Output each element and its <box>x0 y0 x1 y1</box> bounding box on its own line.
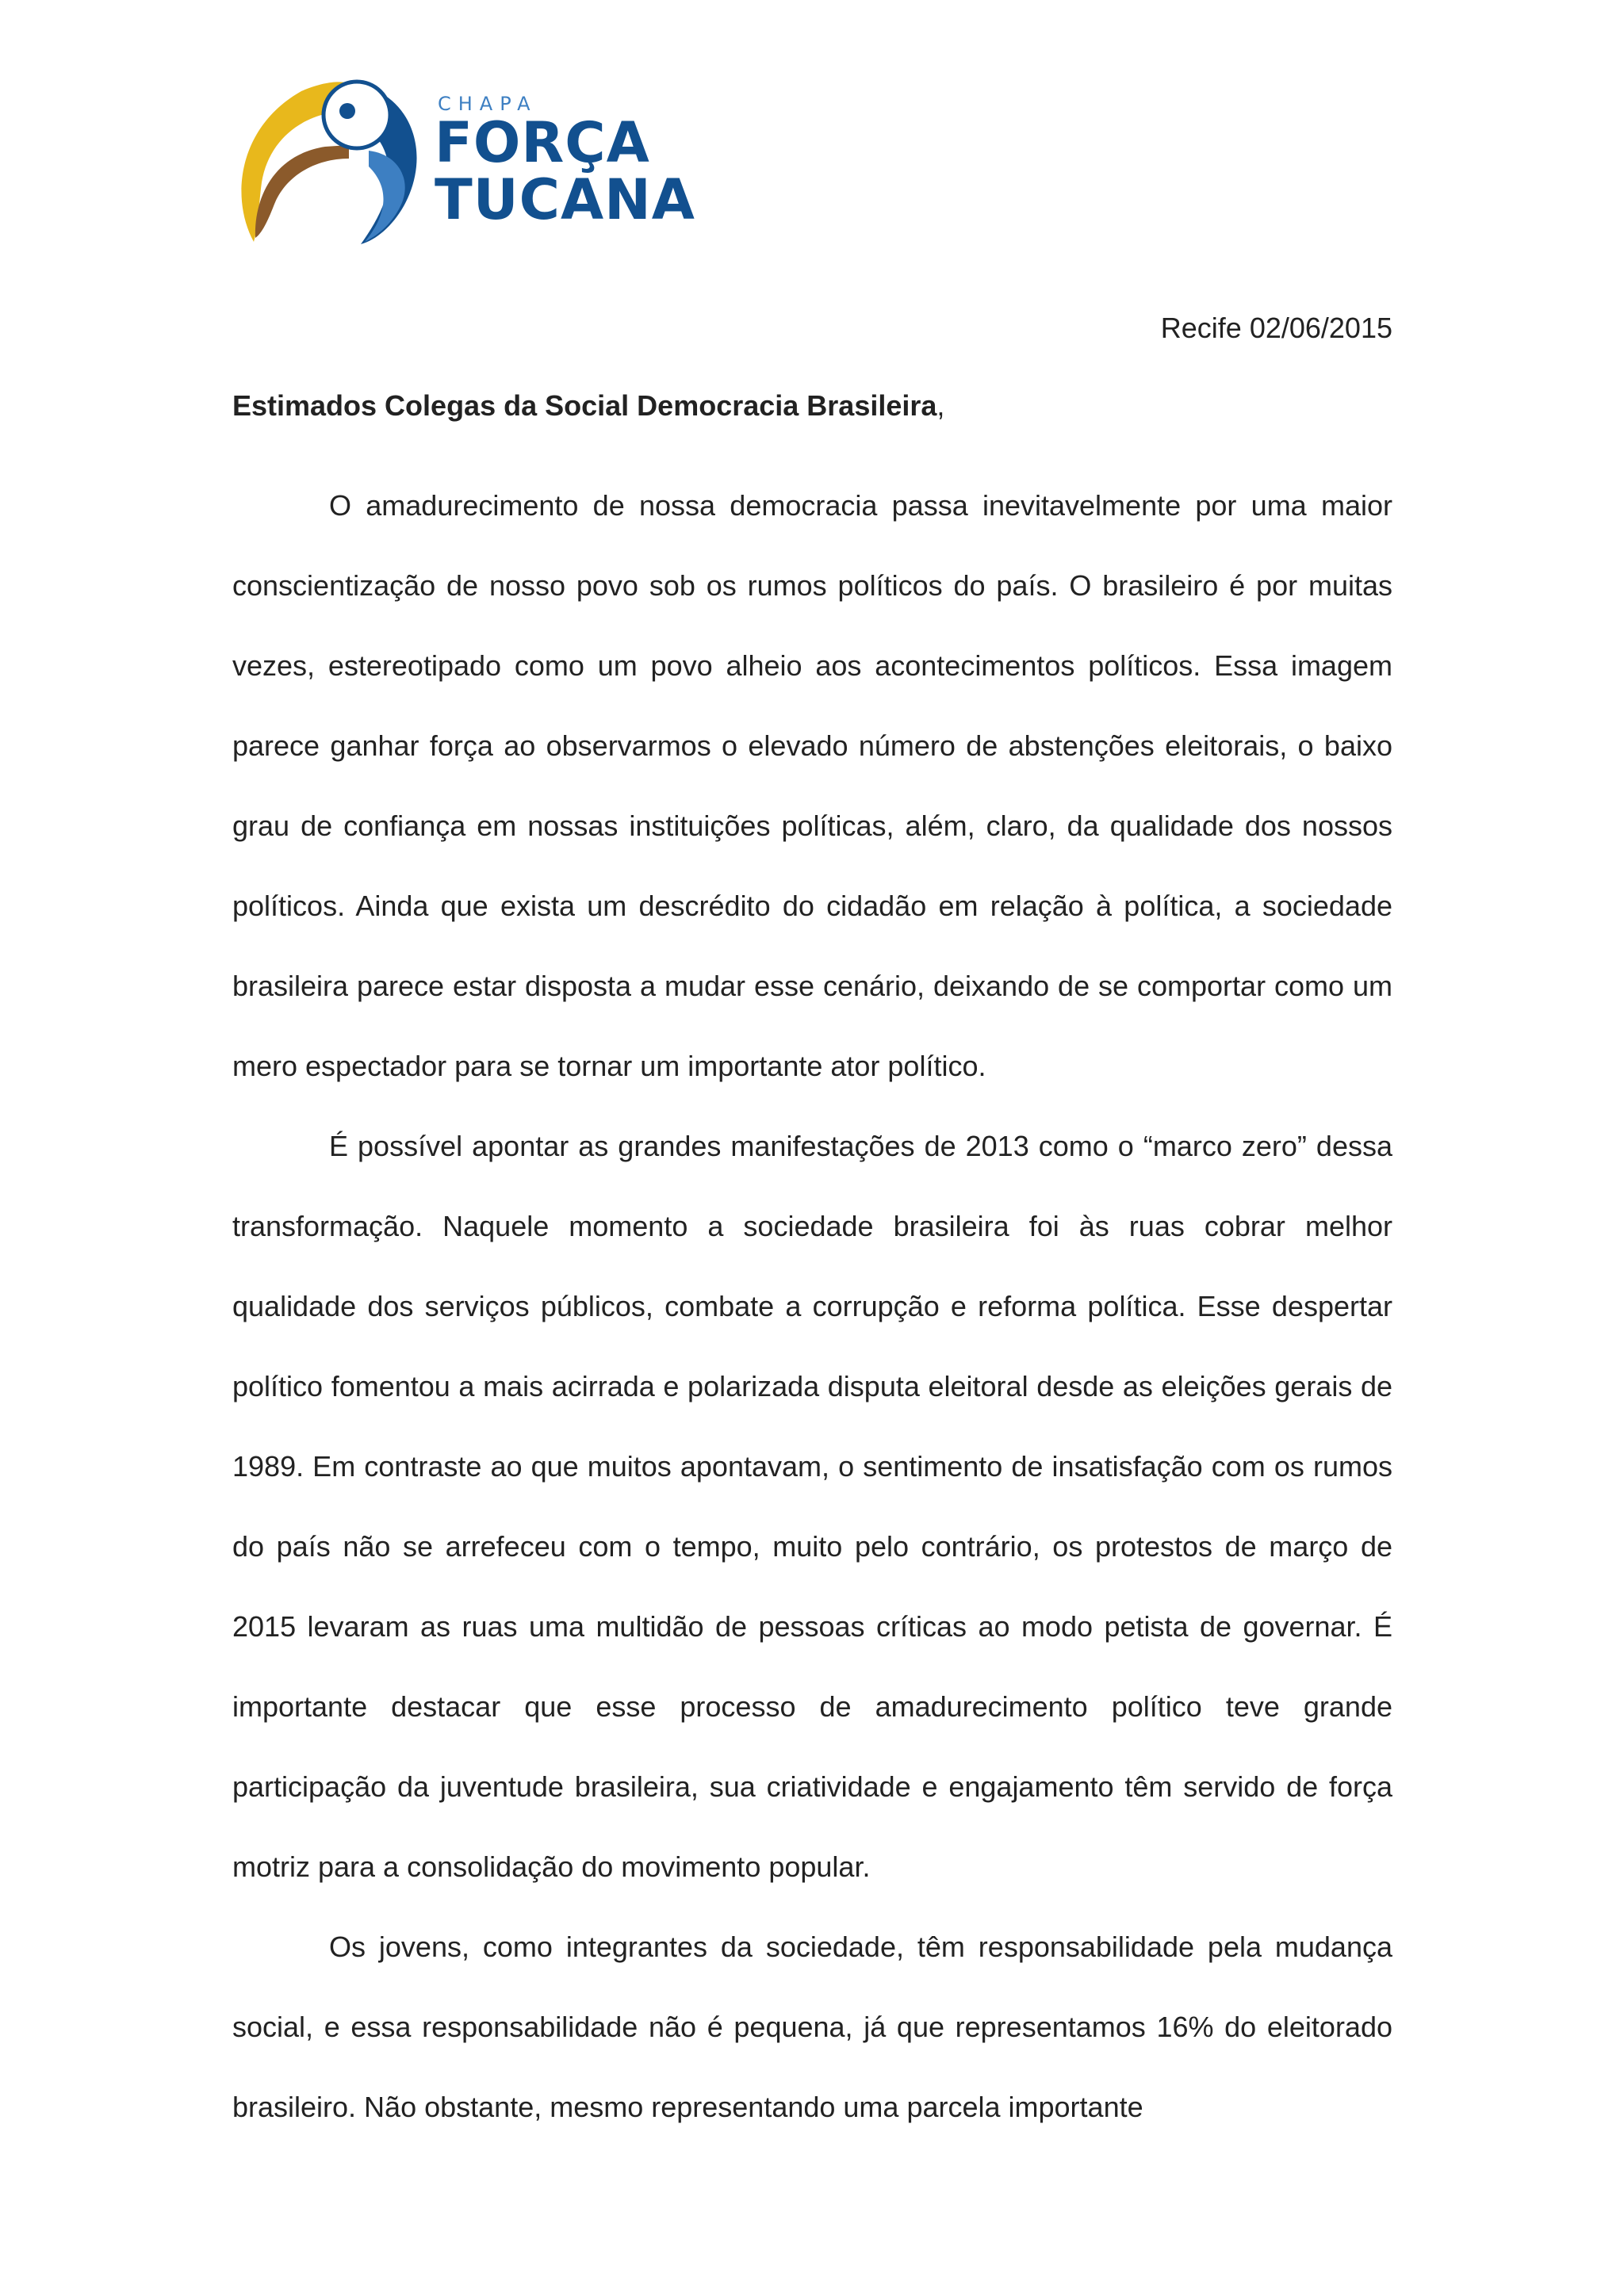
letter-body <box>232 385 1392 2147</box>
greeting-punct: , <box>936 389 945 422</box>
forca-tucana-logo <box>230 79 706 254</box>
paragraph-3: Os jovens, como integrantes da sociedade, têm responsabilidade pela mudança social, e essa responsabilidade não é pequena, já que representamos 16% do eleitorado brasileiro. Não obstante, mesmo representando uma parcela importante <box>232 1931 1392 2123</box>
greeting-bold: Estimados Colegas da Social Democracia Brasileira <box>232 389 937 422</box>
logo-line-2: TUCANA <box>435 167 695 232</box>
toucan-icon <box>230 79 436 246</box>
paragraph-2: É possível apontar as grandes manifestações de 2013 como o “marco zero” dessa transformação. Naquele momento a sociedade brasileira foi às ruas cobrar melhor qualidade dos serviços públicos, combate a corrupção e reforma política. Esse despertar político fomentou a mais acirrada e polarizada disputa eleitoral desde as eleições gerais de 1989. Em contraste ao que muitos apontavam, o sentimento de insatisfação com os rumos do país não se arrefeceu com o tempo, muito pelo contrário, os protestos de março de 2015 levaram as ruas uma multidão de pessoas críticas ao modo petista de governar. É importante destacar que esse processo de amadurecimento político teve grande participação da juventude brasileira, sua criatividade e engajamento têm servido de força motriz para a consolidação do movimento popular. <box>232 1130 1392 1883</box>
paragraph-1: O amadurecimento de nossa democracia passa inevitavelmente por uma maior conscientização de nosso povo sob os rumos políticos do país. O brasileiro é por muitas vezes, estereotipado como um povo alheio aos acontecimentos políticos. Essa imagem parece ganhar força ao observarmos o elevado número de abstenções eleitorais, o baixo grau de confiança em nossas instituições políticas, além, claro, da qualidade dos nossos políticos. Ainda que exista um descrédito do cidadão em relação à política, a sociedade brasileira parece estar disposta a mudar esse cenário, deixando de se comportar como um mero espectador para se tornar um importante ator político. <box>232 489 1392 1082</box>
letter-date: Recife 02/06/2015 <box>1160 312 1392 344</box>
logo-prefix: CHAPA <box>438 93 538 115</box>
logo-wordmark <box>435 93 695 232</box>
letter-greeting <box>232 385 1392 427</box>
logo-line-1: FORÇA <box>435 110 650 175</box>
